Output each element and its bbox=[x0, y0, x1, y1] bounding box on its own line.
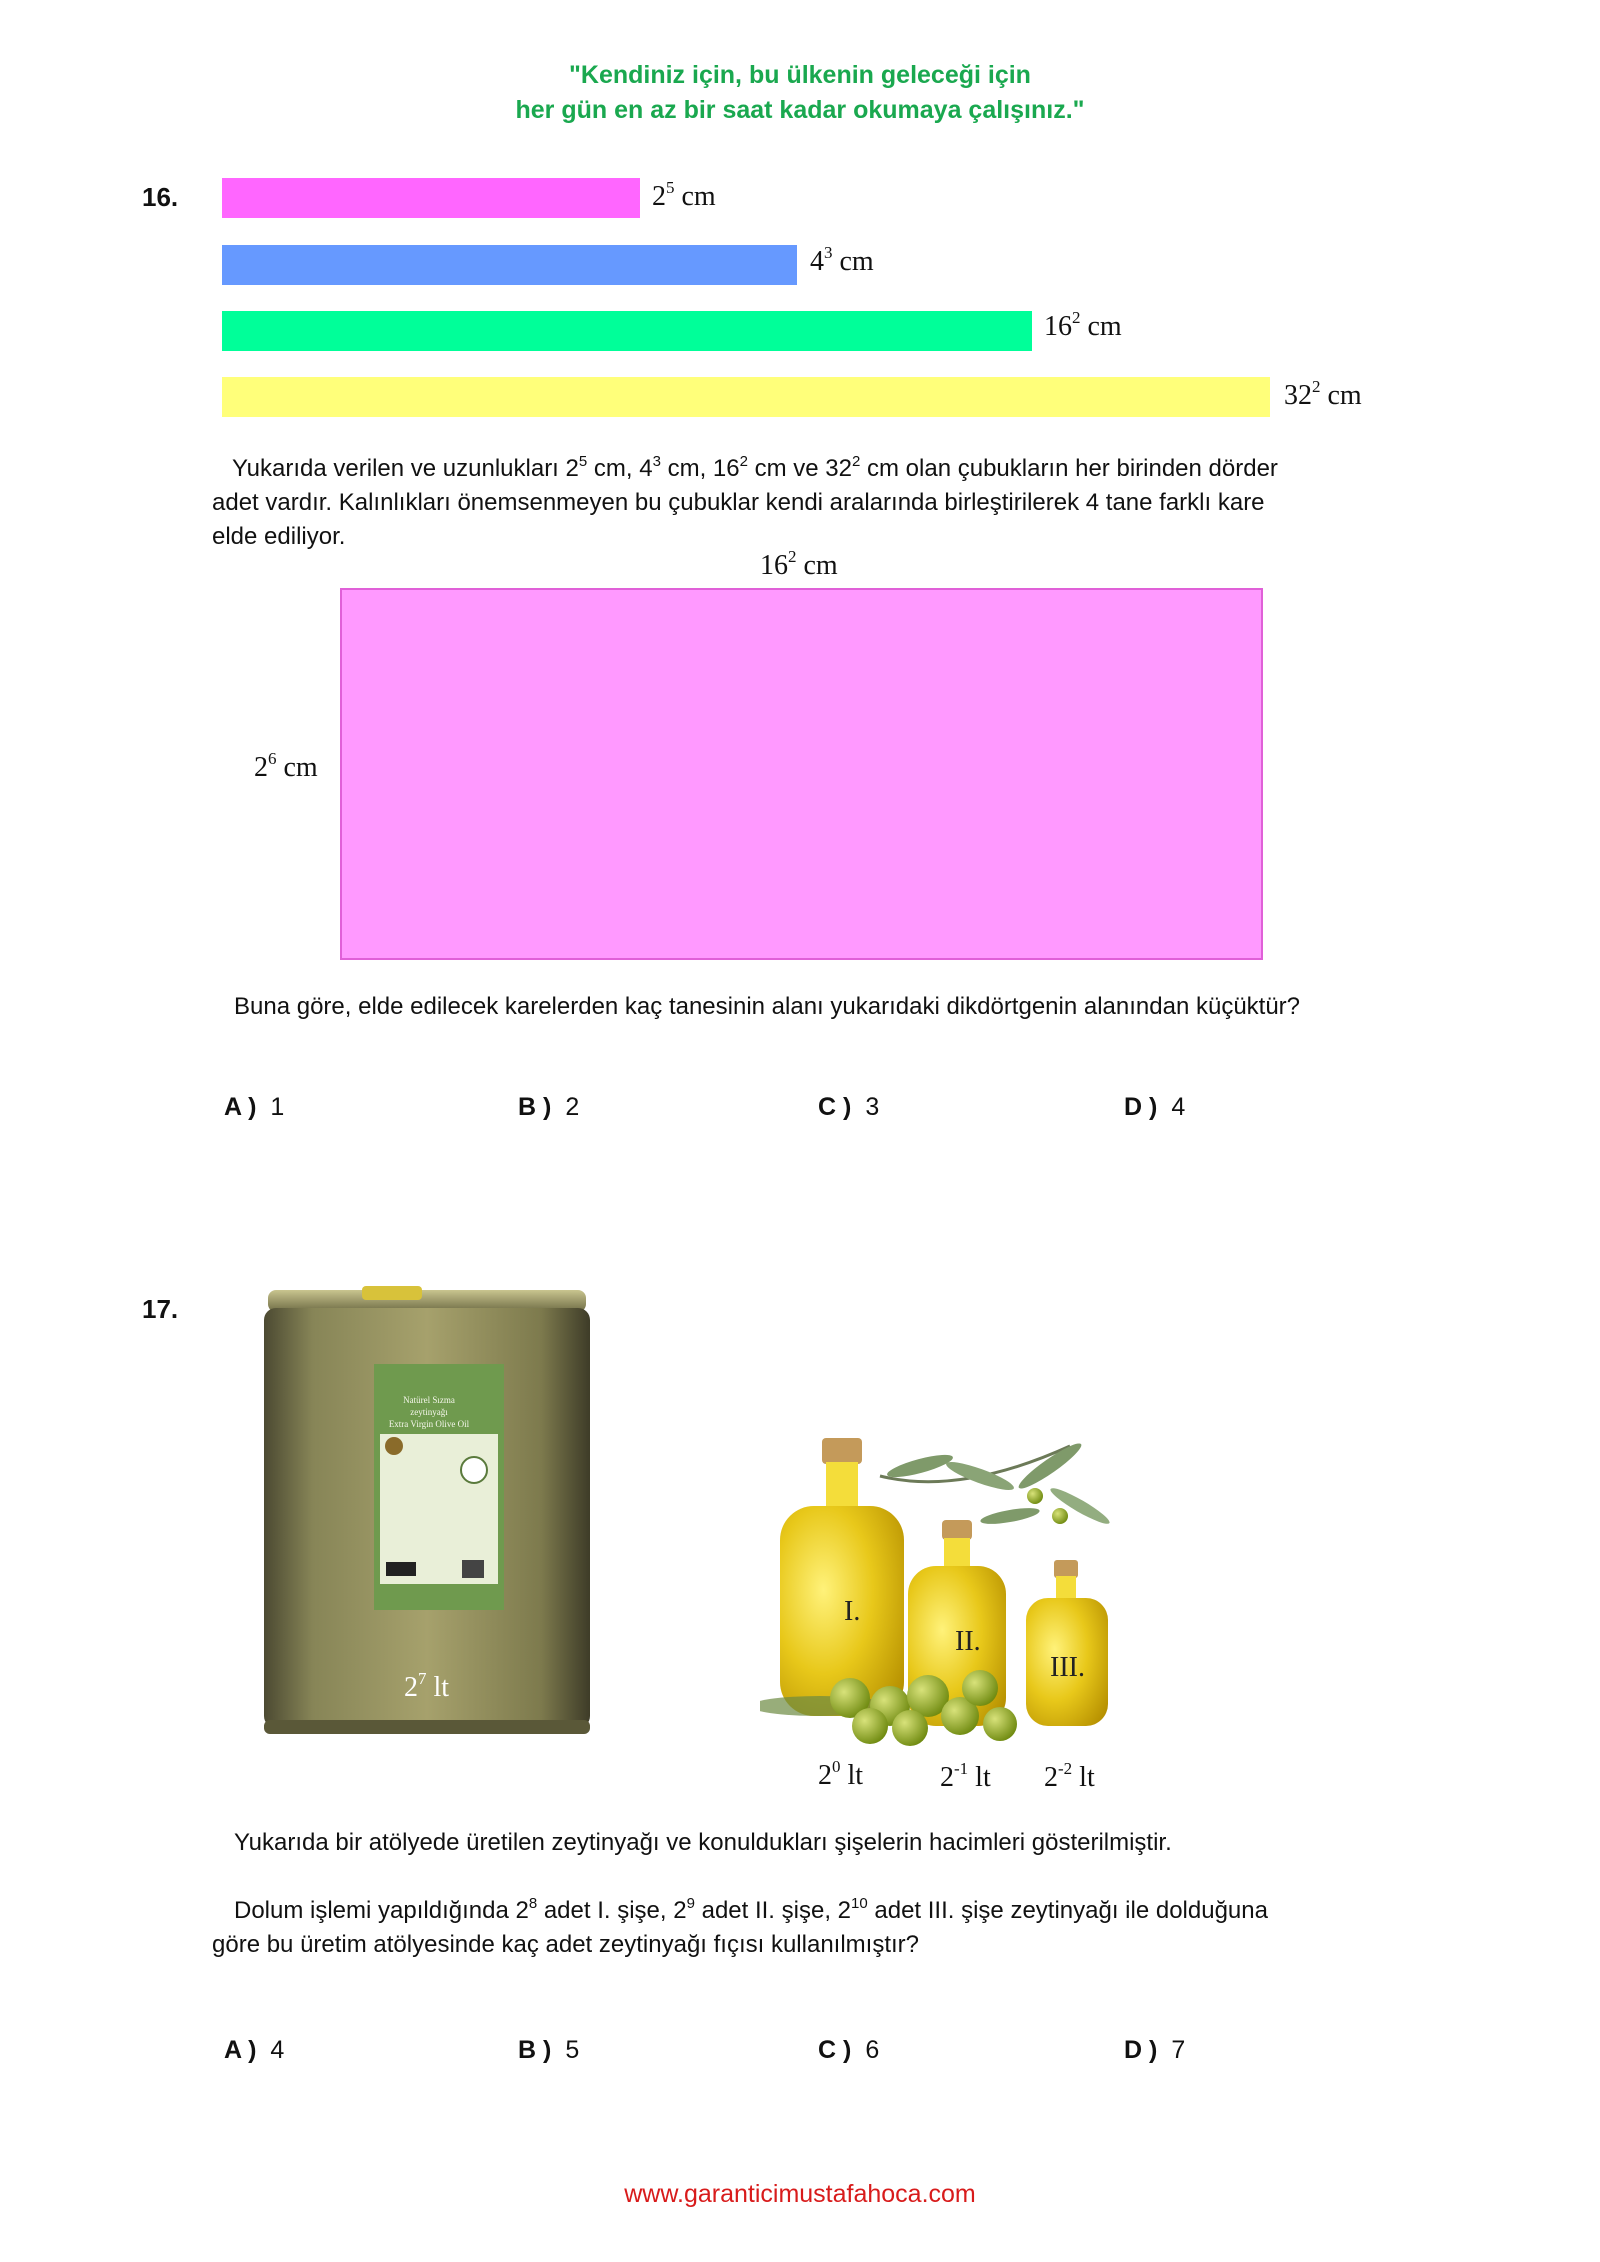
q16-option-d[interactable]: D ) 4 bbox=[1124, 1093, 1186, 1121]
footer-url[interactable]: www.garanticimustafahoca.com bbox=[624, 2180, 976, 2208]
bar-label-2-5: $2^5$ cm bbox=[652, 178, 716, 212]
tin-label-text: Natürel Sızma zeytinyağı Extra Virgin Olive Oil bbox=[388, 1395, 470, 1429]
rect-width-label: $16^2$ cm bbox=[760, 547, 838, 581]
q17-paragraph-2: Dolum işlemi yapıldığında $2^8$ adet I. şişe, $2^9$ adet II. şişe, $2^{10}$ adet III. şişe zeytinyağı ile dolduğuna göre bu üretim atölyesinde kaç adet zeytinyağı fıçısı kullanılmıştır? bbox=[212, 1895, 1268, 1958]
bar-label-4-3: $4^3$ cm bbox=[810, 243, 874, 277]
tin-volume-label: $2^7$ lt bbox=[404, 1669, 450, 1703]
bottle-label-3: III. bbox=[1050, 1652, 1085, 1683]
q17-option-a[interactable]: A ) 4 bbox=[224, 2036, 285, 2064]
bar-4-3 bbox=[222, 245, 797, 285]
q17-paragraph-1: Yukarıda bir atölyede üretilen zeytinyağı ve konuldukları şişelerin hacimleri gösterilmiştir. bbox=[234, 1829, 1172, 1856]
question-number-17: 17. bbox=[142, 1294, 179, 1324]
q17-option-c[interactable]: C ) 6 bbox=[818, 2036, 880, 2064]
bar-label-16-2: $16^2$ cm bbox=[1044, 308, 1122, 342]
q17-option-d[interactable]: D ) 7 bbox=[1124, 2036, 1186, 2064]
q16-option-a[interactable]: A ) 1 bbox=[224, 1093, 285, 1121]
bottle-volume-3: $2^{-2}$ lt bbox=[1044, 1759, 1095, 1793]
header-line-1: "Kendiniz için, bu ülkenin geleceği için bbox=[569, 61, 1031, 89]
header-quote bbox=[0, 58, 1600, 128]
bar-16-2 bbox=[222, 311, 1032, 351]
rectangle-figure bbox=[340, 588, 1263, 960]
q16-question: Buna göre, elde edilecek karelerden kaç tanesinin alanı yukarıdaki dikdörtgenin alanından küçüktür? bbox=[234, 993, 1301, 1020]
q16-option-b[interactable]: B ) 2 bbox=[518, 1093, 580, 1121]
bar-label-32-2: $32^2$ cm bbox=[1284, 377, 1362, 411]
olive-oil-bottles-image bbox=[760, 1436, 1170, 1756]
bar-2-5 bbox=[222, 178, 640, 218]
bottle-label-2: II. bbox=[955, 1626, 981, 1657]
bottle-volume-2: $2^{-1}$ lt bbox=[940, 1759, 991, 1793]
q17-option-b[interactable]: B ) 5 bbox=[518, 2036, 580, 2064]
bottle-label-1: I. bbox=[844, 1596, 861, 1627]
q16-option-c[interactable]: C ) 3 bbox=[818, 1093, 880, 1121]
question-number-16: 16. bbox=[142, 182, 179, 212]
bar-32-2 bbox=[222, 377, 1270, 417]
header-line-2: her gün en az bir saat kadar okumaya çalışınız." bbox=[515, 96, 1085, 124]
rect-height-label: $2^6$ cm bbox=[254, 749, 318, 783]
q16-paragraph: Yukarıda verilen ve uzunlukları $2^5$ cm, $4^3$ cm, $16^2$ cm ve $32^2$ cm olan çubukların her birinden dörder adet vardır. Kalınlıkları önemsenmeyen bu çubuklar kendi aralarında birleştirilerek 4 tane farklı kare elde ediliyor. bbox=[212, 453, 1278, 550]
bottle-volume-1: $2^0$ lt bbox=[818, 1757, 864, 1791]
